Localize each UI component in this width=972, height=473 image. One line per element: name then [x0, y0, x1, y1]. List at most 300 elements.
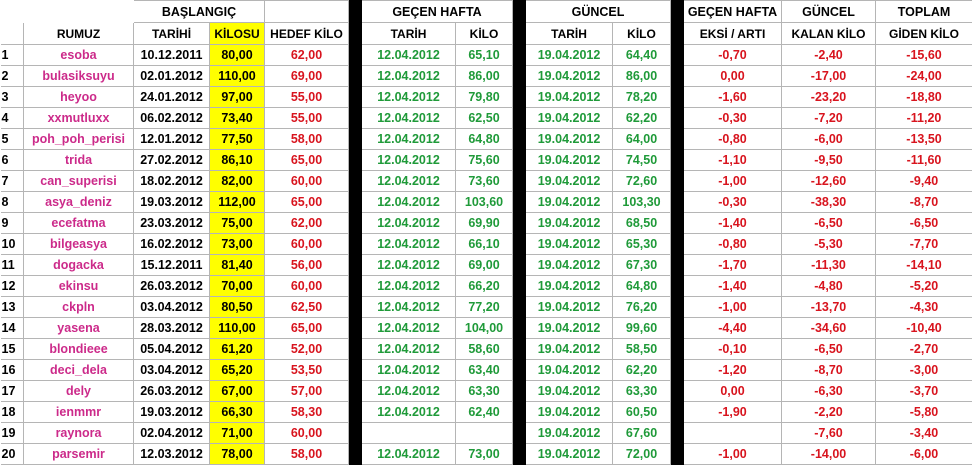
cell-tarihi[interactable]: 24.01.2012 — [134, 87, 210, 108]
cell-kilosu[interactable]: 97,00 — [210, 87, 265, 108]
row-number-header[interactable] — [1, 23, 24, 45]
cell-gh-tarih[interactable]: 12.04.2012 — [362, 129, 456, 150]
cell-kalan-kilo[interactable]: -6,00 — [782, 129, 876, 150]
cell-giden-kilo[interactable]: -3,00 — [876, 360, 972, 381]
cell-tarihi[interactable]: 19.03.2012 — [134, 402, 210, 423]
cell-gh-kilo[interactable]: 63,40 — [456, 360, 513, 381]
separator — [671, 66, 684, 87]
cell-rumuz[interactable]: raynora — [24, 423, 134, 444]
cell-gh-kilo[interactable]: 86,00 — [456, 66, 513, 87]
header-guncel-2[interactable]: GÜNCEL — [782, 1, 876, 23]
separator — [513, 1, 526, 23]
cell-hedef-kilo[interactable]: 52,00 — [265, 339, 349, 360]
cell-gh-tarih[interactable]: 12.04.2012 — [362, 255, 456, 276]
cell-giden-kilo[interactable]: -15,60 — [876, 45, 972, 66]
cell-g-tarih[interactable]: 19.04.2012 — [526, 192, 613, 213]
table-row — [1, 108, 972, 129]
cell-hedef-kilo[interactable]: 65,00 — [265, 318, 349, 339]
cell-tarihi[interactable]: 26.03.2012 — [134, 276, 210, 297]
row-number[interactable]: 8 — [1, 192, 24, 213]
row-number[interactable]: 11 — [1, 255, 24, 276]
cell-kilosu[interactable]: 80,50 — [210, 297, 265, 318]
cell-kalan-kilo[interactable]: -6,30 — [782, 381, 876, 402]
separator — [513, 423, 526, 444]
cell-g-tarih[interactable]: 19.04.2012 — [526, 213, 613, 234]
cell-rumuz[interactable]: dely — [24, 381, 134, 402]
cell-rumuz[interactable]: blondieee — [24, 339, 134, 360]
cell-eksi-arti[interactable]: -1,70 — [684, 255, 782, 276]
cell-g-kilo[interactable]: 74,50 — [613, 150, 671, 171]
cell-tarihi[interactable]: 02.04.2012 — [134, 423, 210, 444]
cell-gh-tarih[interactable]: 12.04.2012 — [362, 234, 456, 255]
cell-kalan-kilo[interactable]: -5,30 — [782, 234, 876, 255]
cell-eksi-arti[interactable]: -0,30 — [684, 192, 782, 213]
cell-rumuz[interactable]: ckpln — [24, 297, 134, 318]
cell-hedef-kilo[interactable]: 62,00 — [265, 45, 349, 66]
cell-g-tarih[interactable]: 19.04.2012 — [526, 87, 613, 108]
cell-hedef-kilo[interactable]: 55,00 — [265, 87, 349, 108]
cell-gh-tarih[interactable]: 12.04.2012 — [362, 150, 456, 171]
table-row — [1, 45, 972, 66]
cell-gh-tarih[interactable]: 12.04.2012 — [362, 171, 456, 192]
header-blank-hedef[interactable] — [265, 1, 349, 23]
cell-g-kilo[interactable]: 68,50 — [613, 213, 671, 234]
cell-hedef-kilo[interactable]: 65,00 — [265, 192, 349, 213]
cell-g-tarih[interactable]: 19.04.2012 — [526, 360, 613, 381]
cell-gh-tarih[interactable]: 12.04.2012 — [362, 360, 456, 381]
cell-giden-kilo[interactable]: -3,70 — [876, 381, 972, 402]
cell-g-tarih[interactable]: 19.04.2012 — [526, 423, 613, 444]
cell-giden-kilo[interactable]: -14,10 — [876, 255, 972, 276]
col-kalan-kilo[interactable]: KALAN KİLO — [782, 23, 876, 45]
cell-gh-kilo[interactable]: 63,30 — [456, 381, 513, 402]
cell-g-tarih[interactable]: 19.04.2012 — [526, 255, 613, 276]
header-baslangic[interactable]: BAŞLANGIÇ — [134, 1, 265, 23]
table-row — [1, 297, 972, 318]
cell-g-tarih[interactable]: 19.04.2012 — [526, 318, 613, 339]
cell-gh-kilo[interactable]: 58,60 — [456, 339, 513, 360]
cell-g-kilo[interactable]: 86,00 — [613, 66, 671, 87]
cell-kilosu[interactable]: 77,50 — [210, 129, 265, 150]
cell-hedef-kilo[interactable]: 53,50 — [265, 360, 349, 381]
separator — [671, 360, 684, 381]
header-gecen-hafta[interactable]: GEÇEN HAFTA — [362, 1, 513, 23]
cell-tarihi[interactable]: 12.03.2012 — [134, 444, 210, 465]
cell-g-kilo[interactable]: 58,50 — [613, 339, 671, 360]
cell-gh-kilo[interactable]: 79,80 — [456, 87, 513, 108]
cell-hedef-kilo[interactable]: 55,00 — [265, 108, 349, 129]
cell-g-tarih[interactable]: 19.04.2012 — [526, 45, 613, 66]
cell-rumuz[interactable]: poh_poh_perisi — [24, 129, 134, 150]
cell-kalan-kilo[interactable]: -7,60 — [782, 423, 876, 444]
separator — [671, 423, 684, 444]
cell-giden-kilo[interactable]: -4,30 — [876, 297, 972, 318]
table-row — [1, 255, 972, 276]
separator — [671, 213, 684, 234]
cell-tarihi[interactable]: 05.04.2012 — [134, 339, 210, 360]
cell-kalan-kilo[interactable]: -11,30 — [782, 255, 876, 276]
separator — [513, 276, 526, 297]
row-number[interactable]: 18 — [1, 402, 24, 423]
cell-gh-tarih[interactable]: 12.04.2012 — [362, 87, 456, 108]
separator — [671, 402, 684, 423]
separator — [671, 339, 684, 360]
cell-kilosu[interactable]: 112,00 — [210, 192, 265, 213]
row-number[interactable]: 10 — [1, 234, 24, 255]
cell-giden-kilo[interactable]: -9,40 — [876, 171, 972, 192]
cell-kilosu[interactable]: 65,20 — [210, 360, 265, 381]
col-giden-kilo[interactable]: GİDEN KİLO — [876, 23, 972, 45]
cell-g-kilo[interactable]: 67,30 — [613, 255, 671, 276]
cell-hedef-kilo[interactable]: 60,00 — [265, 423, 349, 444]
col-gh-kilo[interactable]: KİLO — [456, 23, 513, 45]
cell-tarihi[interactable]: 16.02.2012 — [134, 234, 210, 255]
cell-kilosu[interactable]: 80,00 — [210, 45, 265, 66]
separator — [671, 171, 684, 192]
separator — [513, 255, 526, 276]
cell-g-tarih[interactable]: 19.04.2012 — [526, 108, 613, 129]
cell-giden-kilo[interactable]: -3,40 — [876, 423, 972, 444]
row-number[interactable]: 5 — [1, 129, 24, 150]
cell-kalan-kilo[interactable]: -8,70 — [782, 360, 876, 381]
cell-hedef-kilo[interactable]: 57,00 — [265, 381, 349, 402]
cell-giden-kilo[interactable]: -10,40 — [876, 318, 972, 339]
separator — [349, 150, 362, 171]
separator — [671, 150, 684, 171]
cell-gh-tarih[interactable] — [362, 423, 456, 444]
cell-kalan-kilo[interactable]: -23,20 — [782, 87, 876, 108]
cell-kilosu[interactable]: 66,30 — [210, 402, 265, 423]
cell-hedef-kilo[interactable]: 69,00 — [265, 66, 349, 87]
cell-hedef-kilo[interactable]: 60,00 — [265, 234, 349, 255]
cell-gh-kilo[interactable]: 73,60 — [456, 171, 513, 192]
cell-hedef-kilo[interactable]: 60,00 — [265, 171, 349, 192]
cell-tarihi[interactable]: 10.12.2011 — [134, 45, 210, 66]
cell-kilosu[interactable]: 86,10 — [210, 150, 265, 171]
cell-gh-tarih[interactable]: 12.04.2012 — [362, 45, 456, 66]
cell-giden-kilo[interactable]: -11,60 — [876, 150, 972, 171]
cell-kilosu[interactable]: 70,00 — [210, 276, 265, 297]
cell-kilosu[interactable]: 82,00 — [210, 171, 265, 192]
col-g-kilo[interactable]: KİLO — [613, 23, 671, 45]
col-hedef-kilo[interactable]: HEDEF KİLO — [265, 23, 349, 45]
cell-kilosu[interactable]: 81,40 — [210, 255, 265, 276]
cell-tarihi[interactable]: 27.02.2012 — [134, 150, 210, 171]
cell-giden-kilo[interactable]: -18,80 — [876, 87, 972, 108]
separator — [671, 23, 684, 45]
cell-kilosu[interactable]: 78,00 — [210, 444, 265, 465]
cell-g-kilo[interactable]: 65,30 — [613, 234, 671, 255]
cell-eksi-arti[interactable]: -1,40 — [684, 276, 782, 297]
cell-kalan-kilo[interactable]: -9,50 — [782, 150, 876, 171]
cell-gh-kilo[interactable]: 69,90 — [456, 213, 513, 234]
corner-cell[interactable] — [1, 1, 24, 23]
cell-gh-tarih[interactable]: 12.04.2012 — [362, 402, 456, 423]
cell-hedef-kilo[interactable]: 62,50 — [265, 297, 349, 318]
cell-eksi-arti[interactable]: -1,00 — [684, 444, 782, 465]
cell-eksi-arti[interactable]: -4,40 — [684, 318, 782, 339]
cell-g-tarih[interactable]: 19.04.2012 — [526, 444, 613, 465]
cell-kalan-kilo[interactable]: -2,40 — [782, 45, 876, 66]
cell-rumuz[interactable]: trida — [24, 150, 134, 171]
row-number[interactable]: 6 — [1, 150, 24, 171]
cell-giden-kilo[interactable]: -24,00 — [876, 66, 972, 87]
col-kilosu[interactable]: KİLOSU — [210, 23, 265, 45]
cell-eksi-arti[interactable]: -1,60 — [684, 87, 782, 108]
separator — [671, 129, 684, 150]
cell-eksi-arti[interactable]: 0,00 — [684, 66, 782, 87]
cell-giden-kilo[interactable]: -5,80 — [876, 402, 972, 423]
cell-rumuz[interactable]: bilgeasya — [24, 234, 134, 255]
cell-eksi-arti[interactable]: -1,00 — [684, 297, 782, 318]
cell-gh-tarih[interactable]: 12.04.2012 — [362, 339, 456, 360]
separator — [349, 171, 362, 192]
cell-eksi-arti[interactable]: -0,80 — [684, 129, 782, 150]
cell-rumuz[interactable]: dogacka — [24, 255, 134, 276]
cell-g-tarih[interactable]: 19.04.2012 — [526, 276, 613, 297]
cell-kilosu[interactable]: 71,00 — [210, 423, 265, 444]
table-row — [1, 171, 972, 192]
cell-kilosu[interactable]: 110,00 — [210, 318, 265, 339]
cell-rumuz[interactable]: esoba — [24, 45, 134, 66]
separator — [349, 87, 362, 108]
cell-kalan-kilo[interactable]: -7,20 — [782, 108, 876, 129]
header-row-1 — [1, 1, 972, 23]
cell-g-kilo[interactable]: 60,50 — [613, 402, 671, 423]
cell-tarihi[interactable]: 23.03.2012 — [134, 213, 210, 234]
cell-gh-kilo[interactable]: 64,80 — [456, 129, 513, 150]
cell-eksi-arti[interactable]: -0,80 — [684, 234, 782, 255]
cell-g-kilo[interactable]: 64,80 — [613, 276, 671, 297]
cell-rumuz[interactable]: bulasiksuyu — [24, 66, 134, 87]
cell-kalan-kilo[interactable]: -2,20 — [782, 402, 876, 423]
cell-hedef-kilo[interactable]: 60,00 — [265, 276, 349, 297]
cell-gh-tarih[interactable]: 12.04.2012 — [362, 297, 456, 318]
cell-rumuz[interactable]: asya_deniz — [24, 192, 134, 213]
cell-kilosu[interactable]: 110,00 — [210, 66, 265, 87]
cell-gh-tarih[interactable]: 12.04.2012 — [362, 108, 456, 129]
cell-gh-kilo[interactable]: 103,60 — [456, 192, 513, 213]
cell-gh-tarih[interactable]: 12.04.2012 — [362, 192, 456, 213]
cell-gh-kilo[interactable]: 65,10 — [456, 45, 513, 66]
cell-giden-kilo[interactable]: -8,70 — [876, 192, 972, 213]
cell-giden-kilo[interactable]: -6,00 — [876, 444, 972, 465]
cell-eksi-arti[interactable]: -1,90 — [684, 402, 782, 423]
col-tarihi[interactable]: TARİHİ — [134, 23, 210, 45]
cell-g-tarih[interactable]: 19.04.2012 — [526, 381, 613, 402]
cell-kalan-kilo[interactable]: -13,70 — [782, 297, 876, 318]
row-number[interactable]: 9 — [1, 213, 24, 234]
row-number[interactable]: 20 — [1, 444, 24, 465]
row-number[interactable]: 12 — [1, 276, 24, 297]
cell-hedef-kilo[interactable]: 58,30 — [265, 402, 349, 423]
cell-g-kilo[interactable]: 64,40 — [613, 45, 671, 66]
cell-hedef-kilo[interactable]: 65,00 — [265, 150, 349, 171]
row-number[interactable]: 2 — [1, 66, 24, 87]
cell-g-tarih[interactable]: 19.04.2012 — [526, 339, 613, 360]
cell-g-tarih[interactable]: 19.04.2012 — [526, 297, 613, 318]
cell-kalan-kilo[interactable]: -34,60 — [782, 318, 876, 339]
separator — [671, 381, 684, 402]
separator — [671, 297, 684, 318]
cell-rumuz[interactable]: ekinsu — [24, 276, 134, 297]
cell-g-tarih[interactable]: 19.04.2012 — [526, 129, 613, 150]
cell-g-kilo[interactable]: 64,00 — [613, 129, 671, 150]
cell-hedef-kilo[interactable]: 62,00 — [265, 213, 349, 234]
cell-gh-tarih[interactable]: 12.04.2012 — [362, 276, 456, 297]
cell-g-tarih[interactable]: 19.04.2012 — [526, 66, 613, 87]
cell-gh-kilo[interactable]: 73,00 — [456, 444, 513, 465]
header-guncel[interactable]: GÜNCEL — [526, 1, 671, 23]
cell-gh-kilo[interactable]: 104,00 — [456, 318, 513, 339]
table-row — [1, 423, 972, 444]
cell-kilosu[interactable]: 75,00 — [210, 213, 265, 234]
cell-tarihi[interactable]: 03.04.2012 — [134, 297, 210, 318]
cell-g-tarih[interactable]: 19.04.2012 — [526, 171, 613, 192]
col-eksi-arti[interactable]: EKSİ / ARTI — [684, 23, 782, 45]
cell-gh-kilo[interactable]: 75,60 — [456, 150, 513, 171]
cell-hedef-kilo[interactable]: 56,00 — [265, 255, 349, 276]
cell-eksi-arti[interactable]: -0,70 — [684, 45, 782, 66]
header-gecen-hafta-2[interactable]: GEÇEN HAFTA — [684, 1, 782, 23]
separator — [349, 234, 362, 255]
header-blank[interactable] — [24, 1, 134, 23]
cell-gh-kilo[interactable]: 62,50 — [456, 108, 513, 129]
cell-giden-kilo[interactable]: -7,70 — [876, 234, 972, 255]
cell-kalan-kilo[interactable]: -38,30 — [782, 192, 876, 213]
cell-g-kilo[interactable]: 72,00 — [613, 444, 671, 465]
cell-gh-kilo[interactable]: 69,00 — [456, 255, 513, 276]
cell-eksi-arti[interactable]: -0,10 — [684, 339, 782, 360]
cell-g-kilo[interactable]: 99,60 — [613, 318, 671, 339]
cell-gh-tarih[interactable]: 12.04.2012 — [362, 318, 456, 339]
cell-rumuz[interactable]: yasena — [24, 318, 134, 339]
cell-tarihi[interactable]: 28.03.2012 — [134, 318, 210, 339]
cell-rumuz[interactable]: ienmmr — [24, 402, 134, 423]
cell-gh-kilo[interactable]: 77,20 — [456, 297, 513, 318]
cell-g-kilo[interactable]: 78,20 — [613, 87, 671, 108]
row-number[interactable]: 7 — [1, 171, 24, 192]
separator — [671, 255, 684, 276]
col-g-tarih[interactable]: TARİH — [526, 23, 613, 45]
separator — [349, 402, 362, 423]
separator — [671, 45, 684, 66]
cell-kalan-kilo[interactable]: -12,60 — [782, 171, 876, 192]
cell-kalan-kilo[interactable]: -4,80 — [782, 276, 876, 297]
cell-eksi-arti[interactable]: -0,30 — [684, 108, 782, 129]
cell-tarihi[interactable]: 26.03.2012 — [134, 381, 210, 402]
cell-tarihi[interactable]: 18.02.2012 — [134, 171, 210, 192]
cell-eksi-arti[interactable]: -1,00 — [684, 171, 782, 192]
cell-kalan-kilo[interactable]: -14,00 — [782, 444, 876, 465]
cell-giden-kilo[interactable]: -6,50 — [876, 213, 972, 234]
cell-kilosu[interactable]: 73,00 — [210, 234, 265, 255]
cell-gh-kilo[interactable] — [456, 423, 513, 444]
cell-g-kilo[interactable]: 76,20 — [613, 297, 671, 318]
cell-g-kilo[interactable]: 72,60 — [613, 171, 671, 192]
cell-g-tarih[interactable]: 19.04.2012 — [526, 150, 613, 171]
cell-kalan-kilo[interactable]: -6,50 — [782, 339, 876, 360]
row-number[interactable]: 15 — [1, 339, 24, 360]
cell-rumuz[interactable]: heyoo — [24, 87, 134, 108]
row-number[interactable]: 14 — [1, 318, 24, 339]
cell-tarihi[interactable]: 19.03.2012 — [134, 192, 210, 213]
separator — [513, 213, 526, 234]
cell-g-kilo[interactable]: 62,20 — [613, 108, 671, 129]
cell-rumuz[interactable]: deci_dela — [24, 360, 134, 381]
separator — [513, 108, 526, 129]
cell-rumuz[interactable]: can_superisi — [24, 171, 134, 192]
row-number[interactable]: 16 — [1, 360, 24, 381]
cell-g-tarih[interactable]: 19.04.2012 — [526, 234, 613, 255]
col-gh-tarih[interactable]: TARİH — [362, 23, 456, 45]
separator — [513, 360, 526, 381]
cell-giden-kilo[interactable]: -5,20 — [876, 276, 972, 297]
cell-gh-tarih[interactable]: 12.04.2012 — [362, 381, 456, 402]
cell-kalan-kilo[interactable]: -17,00 — [782, 66, 876, 87]
col-rumuz[interactable]: RUMUZ — [24, 23, 134, 45]
header-toplam[interactable]: TOPLAM — [876, 1, 972, 23]
cell-kilosu[interactable]: 67,00 — [210, 381, 265, 402]
cell-kalan-kilo[interactable]: -6,50 — [782, 213, 876, 234]
cell-rumuz[interactable]: xxmutluxx — [24, 108, 134, 129]
cell-g-kilo[interactable]: 103,30 — [613, 192, 671, 213]
separator — [513, 87, 526, 108]
separator — [513, 402, 526, 423]
separator — [513, 171, 526, 192]
cell-tarihi[interactable]: 03.04.2012 — [134, 360, 210, 381]
cell-g-kilo[interactable]: 62,20 — [613, 360, 671, 381]
cell-gh-kilo[interactable]: 66,10 — [456, 234, 513, 255]
cell-eksi-arti[interactable]: -1,40 — [684, 213, 782, 234]
row-number[interactable]: 17 — [1, 381, 24, 402]
cell-eksi-arti[interactable]: 0,00 — [684, 381, 782, 402]
cell-gh-tarih[interactable]: 12.04.2012 — [362, 66, 456, 87]
cell-eksi-arti[interactable]: -1,10 — [684, 150, 782, 171]
separator — [513, 234, 526, 255]
cell-rumuz[interactable]: parsemir — [24, 444, 134, 465]
cell-rumuz[interactable]: ecefatma — [24, 213, 134, 234]
cell-tarihi[interactable]: 02.01.2012 — [134, 66, 210, 87]
row-number[interactable]: 19 — [1, 423, 24, 444]
separator — [349, 129, 362, 150]
cell-gh-kilo[interactable]: 66,20 — [456, 276, 513, 297]
cell-gh-tarih[interactable]: 12.04.2012 — [362, 444, 456, 465]
cell-eksi-arti[interactable] — [684, 423, 782, 444]
row-number[interactable]: 1 — [1, 45, 24, 66]
cell-gh-kilo[interactable]: 62,40 — [456, 402, 513, 423]
separator — [513, 45, 526, 66]
row-number[interactable]: 4 — [1, 108, 24, 129]
cell-g-tarih[interactable]: 19.04.2012 — [526, 402, 613, 423]
cell-giden-kilo[interactable]: -13,50 — [876, 129, 972, 150]
cell-tarihi[interactable]: 06.02.2012 — [134, 108, 210, 129]
row-number[interactable]: 3 — [1, 87, 24, 108]
cell-g-kilo[interactable]: 67,60 — [613, 423, 671, 444]
row-number[interactable]: 13 — [1, 297, 24, 318]
cell-hedef-kilo[interactable]: 58,00 — [265, 444, 349, 465]
cell-kilosu[interactable]: 73,40 — [210, 108, 265, 129]
cell-tarihi[interactable]: 12.01.2012 — [134, 129, 210, 150]
cell-kilosu[interactable]: 61,20 — [210, 339, 265, 360]
cell-hedef-kilo[interactable]: 58,00 — [265, 129, 349, 150]
cell-g-kilo[interactable]: 63,30 — [613, 381, 671, 402]
cell-giden-kilo[interactable]: -11,20 — [876, 108, 972, 129]
cell-tarihi[interactable]: 15.12.2011 — [134, 255, 210, 276]
cell-gh-tarih[interactable]: 12.04.2012 — [362, 213, 456, 234]
cell-giden-kilo[interactable]: -2,70 — [876, 339, 972, 360]
cell-eksi-arti[interactable]: -1,20 — [684, 360, 782, 381]
